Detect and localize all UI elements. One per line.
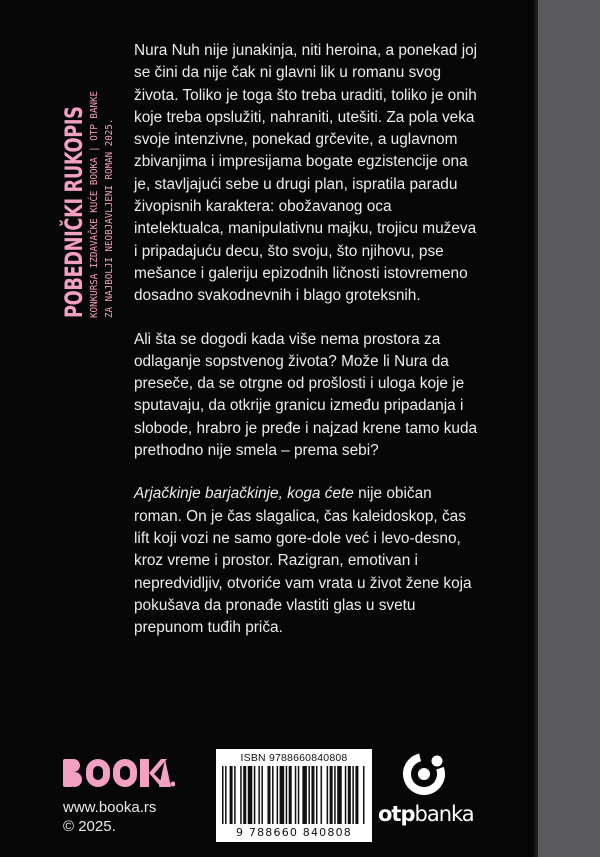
vertical-title: POBEDNIČKI RUKOPIS — [60, 106, 88, 318]
copyright: © 2025. — [63, 818, 116, 835]
vertical-subtitle-line1: KONKURSA IZDAVAČKE KUĆE BOOKA | OTP BANKE — [89, 90, 100, 318]
barcode-box — [216, 749, 372, 842]
otp-bank-wordmark — [378, 802, 474, 826]
blurb-paragraph-3 — [134, 483, 479, 639]
vertical-label — [60, 90, 116, 318]
vertical-subtitle-line2: ZA NAJBOLJI NEOBJAVLJENI ROMAN 2025. — [104, 118, 115, 318]
book-spine — [538, 0, 600, 857]
book-title-italic: Arjačkinje barjačkinje, koga ćete — [134, 485, 354, 503]
barcode-digits: 9 788660 840808 — [236, 826, 352, 839]
publisher-info — [63, 798, 156, 836]
publisher-website: www.booka.rs — [63, 799, 157, 816]
otp-bank-icon — [402, 752, 446, 796]
blurb-paragraph-3-text: nije običan roman. On je čas slagalica, čas kaleidoskop, čas lift koji vozi ne samo gore-dole već i levo-desno, kroz vreme i prostor. Razigran, emotivan i nepredvidljiv, otvoriće vam vrata u život žene koja pokušava da pronađe vlastiti glas u svetu prepunom tuđih priča. — [134, 485, 472, 637]
barcode-bars — [222, 766, 366, 824]
blurb-paragraph-1: Nura Nuh nije junakinja, niti heroina, a ponekad joj se čini da nije čak ni glavni lik u romanu svog života. Toliko je toga što treba uraditi, toliko je onih koje treba opslužiti, nahraniti, utešiti. Za pola veka svoje intenzivne, ponekad grčevite, a uglavnom zbivanjima i impresijama bogate egzistencije ona je, stavljajući sebe u drugi plan, ispratila paradu živopisnih karaktera: obožavanog oca intelektualca, manipulativnu majku, trojicu muževa i pripadajuću decu, što svoju, što njihovu, pse mešance i galeriju epizodnih ličnosti istovremeno dosadno svakodnevnih i blago groteksnih. — [134, 42, 478, 305]
otp-wordmark-light: banka — [414, 802, 474, 826]
otp-wordmark-bold: otp — [378, 802, 415, 826]
blurb-paragraph-2: Ali šta se dogodi kada više nema prostora za odlaganje sopstvenog života? Može li Nura da preseče, da se otrgne od prošlosti i uloga koje je sputavaju, da otkrije granicu između pripadanja i slobode, hrabro je pređe i najzad krene tamo kuda prethodno nije smela – prema sebi? — [134, 330, 478, 460]
isbn-label: ISBN 9788660840808 — [240, 752, 348, 764]
blurb — [134, 40, 479, 660]
booka-logo — [63, 758, 175, 788]
